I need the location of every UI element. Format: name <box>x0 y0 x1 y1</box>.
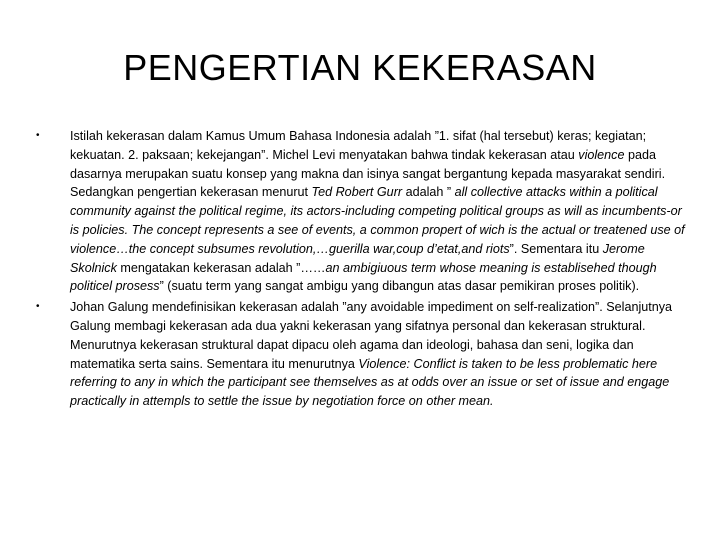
text-segment-italic: Ted Robert Gurr <box>311 185 403 200</box>
text-segment-italic: an ambigiuous term whose meaning is establisehed though politicel prosess <box>70 260 657 294</box>
text-segment: ”. Sementara itu <box>509 241 603 256</box>
slide-title: PENGERTIAN KEKERASAN <box>123 47 597 88</box>
text-segment: mengatakan kekerasan adalah ”…… <box>116 260 326 275</box>
text-segment-italic: violence <box>578 147 625 162</box>
text-segment: Johan Galung mendefinisikan kekerasan adalah ”any avoidable impediment on self-realization”. Selanjutnya Galung membagi kekerasan ada dua yakni kekerasan yang sifatnya personal dan kekerasan struktural. Menurutnya kekerasan struktural dapat dipacu oleh agama dan ideologi, bahasa dan seni, logika dan matematika serta sains. Sementara itu menurutnya <box>70 300 673 371</box>
bullet-icon: • <box>36 301 40 313</box>
bullet-item-2 <box>36 298 686 411</box>
bullet-text-2 <box>70 298 686 411</box>
text-segment-italic: all collective attacks within a political community against the political regime, its actors-including competing political groups as will as incumbents-or is policies. The concept represents a see of events, a common propert of wich is the actual or treatened use of violence…the concept subsumes revolution,…guerilla war,coup d’etat,and riots <box>70 185 685 256</box>
text-segment-italic: Violence: Conflict is taken to be less problematic here referring to any in which the participant see themselves as at odds over an issue or set of issue and engage practically in attempls to settle the issue by negotiation force on other mean. <box>70 356 670 409</box>
text-segment: ” (suatu term yang sangat ambigu yang dibangun atas dasar pemikiran proses politik). <box>159 279 640 294</box>
text-segment: adalah ” <box>402 185 455 200</box>
bullet-item-1 <box>36 127 686 296</box>
bullet-list <box>36 127 686 413</box>
text-segment: pada dasarnya merupakan suatu konsep yang makna dan isinya sangat bergantung kepada masyarakat sendiri. Sedangkan pengertian kekerasan menurut <box>70 147 666 200</box>
bullet-icon: • <box>36 130 40 141</box>
bullet-text-1 <box>70 127 686 296</box>
text-segment-italic: Jerome Skolnick <box>70 241 645 275</box>
text-segment: Istilah kekerasan dalam Kamus Umum Bahasa Indonesia adalah ”1. sifat (hal tersebut) keras; kegiatan; kekuatan. 2. paksaan; kekejangan”. Michel Levi menyatakan bahwa tindak kekerasan atau <box>70 129 647 162</box>
